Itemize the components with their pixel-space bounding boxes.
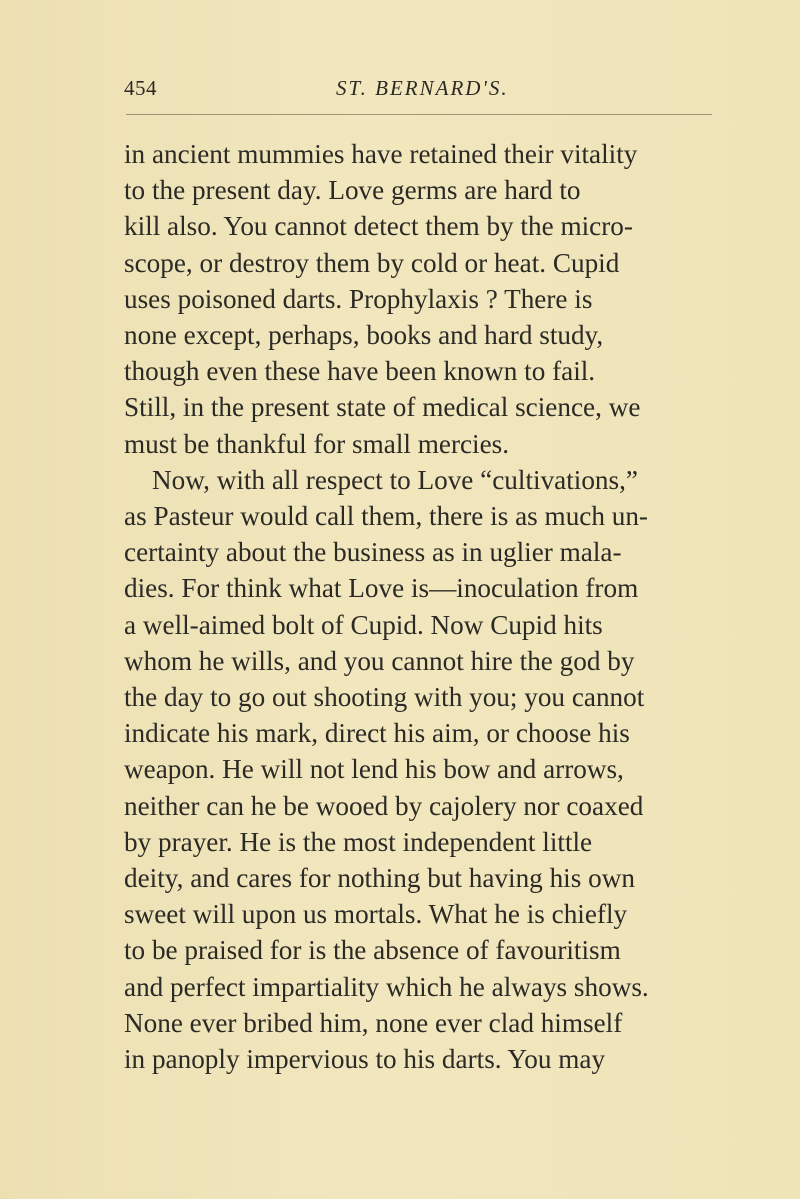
text-line: None ever bribed him, none ever clad himself — [124, 1007, 623, 1038]
text-line: a well-aimed bolt of Cupid. Now Cupid hits — [124, 609, 603, 640]
text-line: certainty about the business as in uglier mala- — [124, 537, 622, 568]
text-line: and perfect impartiality which he always shows. — [124, 971, 649, 1002]
paragraph-start-line: Now, with all respect to Love “cultivations,” — [152, 464, 638, 495]
text-line: scope, or destroy them by cold or heat. Cupid — [124, 247, 620, 278]
text-line: though even these have been known to fail. — [124, 356, 596, 387]
text-line: Still, in the present state of medical science, we — [124, 392, 641, 423]
text-line: must be thankful for small mercies. — [124, 428, 510, 459]
text-line: the day to go out shooting with you; you cannot — [124, 682, 645, 713]
text-line: none except, perhaps, books and hard study, — [124, 320, 604, 351]
page-header — [124, 76, 746, 112]
header-rule — [126, 114, 712, 115]
text-line: by prayer. He is the most independent little — [124, 826, 593, 857]
text-line: in panoply impervious to his darts. You may — [124, 1044, 606, 1075]
text-line: to be praised for is the absence of favouritism — [124, 935, 621, 966]
text-line: neither can he be wooed by cajolery nor coaxed — [124, 790, 644, 821]
running-head: ST. BERNARD'S. — [336, 76, 509, 100]
text-line: deity, and cares for nothing but having his own — [124, 863, 635, 894]
body-text — [124, 136, 764, 1077]
text-line: sweet will upon us mortals. What he is chiefly — [124, 899, 628, 930]
text-line: as Pasteur would call them, there is as much un- — [124, 501, 648, 532]
text-line: kill also. You cannot detect them by the micro- — [124, 211, 633, 242]
text-line: to the present day. Love germs are hard to — [124, 175, 581, 206]
page-number: 454 — [124, 76, 157, 100]
text-line: whom he wills, and you cannot hire the god by — [124, 645, 635, 676]
text-line: in ancient mummies have retained their vitality — [124, 139, 638, 169]
text-line: uses poisoned darts. Prophylaxis ? There is — [124, 283, 593, 314]
text-line: dies. For think what Love is—inoculation from — [124, 573, 639, 604]
text-line: indicate his mark, direct his aim, or choose his — [124, 718, 630, 749]
text-line: weapon. He will not lend his bow and arrows, — [124, 754, 624, 785]
